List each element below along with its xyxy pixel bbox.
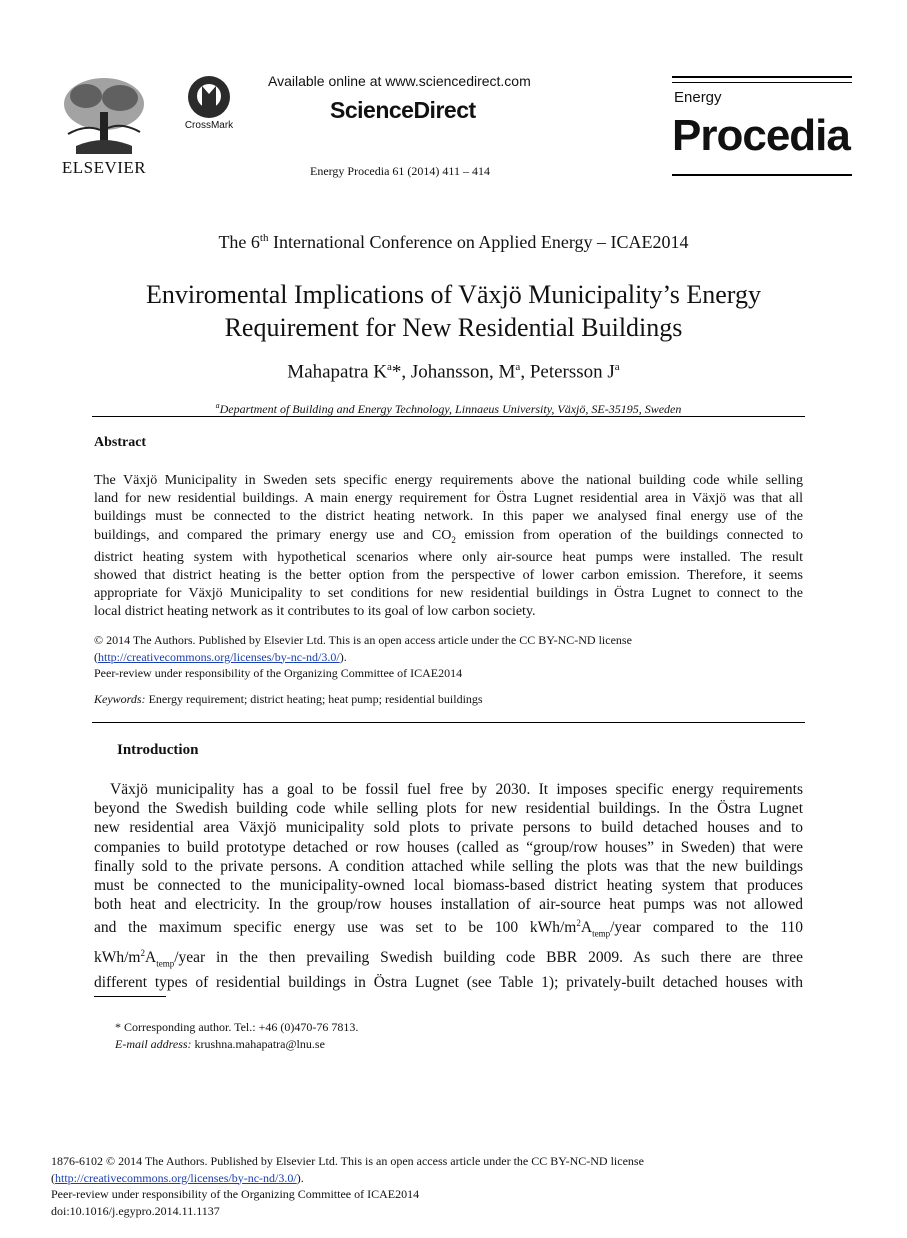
intro-line-4: companies to build prototype detached or row houses (called as “group/row houses” in Sweden) that were: [94, 838, 803, 856]
affiliation-text: Department of Building and Energy Technology, Linnaeus University, Växjö, SE-35195, Sweden: [219, 402, 682, 416]
elsevier-wordmark: ELSEVIER: [61, 158, 147, 177]
sciencedirect-wordmark[interactable]: ScienceDirect: [330, 97, 476, 123]
author-3: Petersson J: [529, 361, 615, 383]
intro-line-10: different types of residential buildings in Östra Lugnet (see Table 1); privately-built detached houses with: [94, 974, 803, 992]
abstract-body: [94, 472, 803, 621]
intro-line-8-sub: temp: [592, 928, 611, 939]
email-address[interactable]: krushna.mahapatra@lnu.se: [191, 1037, 325, 1051]
page-footer: [51, 1153, 871, 1219]
intro-line-8-c: /year compared to the 110: [610, 919, 803, 937]
abstract-line-5: district heating system with hypothetical scenarios where only air-source heat pumps were installed. The result: [94, 549, 803, 565]
intro-line-8-a: and the maximum specific energy use was set to be 100 kWh/m: [94, 919, 577, 937]
license-block: [94, 632, 803, 682]
energy-procedia-logo: [672, 74, 852, 178]
license-paren-close: ).: [339, 649, 347, 664]
elsevier-logo: [56, 74, 152, 176]
abstract-line-8: local district heating network as it contributes to its goal of low carbon society.: [94, 604, 536, 620]
intro-line-9: [94, 944, 803, 973]
intro-line-1: Växjö municipality has a goal to be fossil fuel free by 2030. It imposes specific energy requirements: [110, 781, 803, 798]
peer-review-line: Peer-review under responsibility of the Organizing Committee of ICAE2014: [94, 666, 463, 680]
logo-rule-top-1: [672, 76, 852, 78]
intro-line-2: beyond the Swedish building code while selling plots for new residential buildings. In the Östra Lugnet: [94, 800, 803, 818]
journal-reference: Energy Procedia 61 (2014) 411 – 414: [310, 164, 490, 178]
corresponding-author: * Corresponding author. Tel.: +46 (0)470-76 7813.: [115, 1020, 359, 1034]
affiliation-sup: a: [215, 401, 220, 410]
email-label: E-mail address:: [115, 1037, 192, 1051]
author-1-affil: a: [387, 361, 392, 373]
abstract-line-7: appropriate for Växjö Municipality to set conditions for new residential buildings in Östra Lugnet to connect to the: [94, 586, 803, 602]
conference-pre: The 6: [218, 232, 260, 252]
footer-license-link[interactable]: http://creativecommons.org/licenses/by-nc-nd/3.0/: [55, 1170, 297, 1185]
intro-line-9-b: A: [145, 949, 157, 967]
license-url-line: [94, 649, 803, 666]
author-2-affil: a: [515, 361, 521, 373]
abstract-line-4-b: emission from operation of the buildings connected to: [455, 527, 803, 543]
author-1: Mahapatra K: [287, 361, 388, 383]
title-divider: [92, 416, 805, 417]
author-2: Johansson, M: [410, 361, 516, 383]
abstract-divider: [92, 722, 805, 723]
footer-peer-review: Peer-review under responsibility of the Organizing Committee of ICAE2014: [51, 1187, 420, 1201]
intro-line-9-sup: 2: [140, 947, 145, 958]
conference-name: [0, 232, 907, 253]
intro-line-8-sup: 2: [576, 918, 581, 929]
conference-sup: th: [259, 232, 269, 244]
license-line: © 2014 The Authors. Published by Elsevier Ltd. This is an open access article under the CC BY-NC-ND license: [94, 633, 632, 647]
title-line-2: Requirement for New Residential Buildings: [224, 313, 683, 342]
abstract-line-4-a: buildings, and compared the primary energy use and CO: [94, 527, 452, 543]
footnote-divider: [94, 996, 166, 997]
procedia-word: Procedia: [672, 111, 850, 160]
elsevier-tree-icon: [56, 74, 152, 156]
intro-line-6: must be connected to the municipality-owned local biomass-based district heating system that produces: [94, 877, 803, 895]
paper-title: [0, 278, 907, 344]
co2-subscript: 2: [451, 534, 456, 545]
logo-rule-bottom: [672, 174, 852, 176]
crossmark-label: CrossMark: [184, 120, 234, 131]
author-list: [0, 361, 907, 383]
author-1-mark: *,: [391, 361, 411, 383]
license-paren-open: (: [94, 649, 98, 664]
keywords-line: [94, 692, 483, 707]
energy-word: Energy: [674, 89, 722, 106]
license-link[interactable]: http://creativecommons.org/licenses/by-nc-nd/3.0/: [98, 649, 340, 664]
intro-line-7: both heat and electricity. In the group/row houses installation of air-source heat pumps was not allowed: [94, 896, 803, 914]
abstract-line-6: showed that district heating is the better option from the perspective of lower carbon emission. Therefore, it seems: [94, 567, 803, 583]
logo-rule-top-2: [672, 82, 852, 83]
keywords-text: Energy requirement; district heating; heat pump; residential buildings: [145, 692, 483, 706]
crossmark-logo[interactable]: [180, 74, 238, 132]
intro-line-8-b: A: [580, 919, 593, 937]
abstract-heading: Abstract: [94, 435, 147, 450]
abstract-line-1: The Växjö Municipality in Sweden sets specific energy requirements above the national building code while selling: [94, 473, 803, 488]
crossmark-icon: [186, 74, 232, 120]
intro-line-3: new residential area Växjö municipality sold plots to private persons to build detached houses and to: [94, 819, 803, 837]
footer-url-line: [51, 1170, 871, 1187]
conference-post: International Conference on Applied Energy – ICAE2014: [268, 232, 689, 252]
intro-line-9-sub: temp: [156, 958, 175, 969]
introduction-body: [94, 780, 803, 993]
intro-line-5: finally sold to the private persons. A condition attached while selling the plots was that the new buildings: [94, 857, 803, 875]
author-2-mark: ,: [520, 361, 530, 383]
footer-paren-close: ).: [296, 1170, 304, 1185]
author-3-affil: a: [614, 361, 620, 373]
introduction-heading: Introduction: [117, 742, 199, 758]
affiliation: [0, 401, 897, 417]
footer-license-line: 1876-6102 © 2014 The Authors. Published by Elsevier Ltd. This is an open access article under the CC BY-NC-ND license: [51, 1154, 644, 1168]
footer-doi[interactable]: doi:10.1016/j.egypro.2014.11.1137: [51, 1203, 220, 1218]
footer-paren-open: (: [51, 1170, 55, 1185]
intro-line-9-a: kWh/m: [94, 949, 141, 967]
title-line-1: Enviromental Implications of Växjö Municipality’s Energy: [146, 280, 761, 309]
abstract-line-2: land for new residential buildings. A main energy requirement for Östra Lugnet residential area in Växjö was that all: [94, 491, 803, 507]
footnote: [115, 1019, 358, 1053]
intro-line-8: [94, 914, 803, 943]
abstract-line-4: [94, 527, 803, 549]
intro-line-9-c: /year in the then prevailing Swedish building code BBR 2009. As such there are three: [174, 949, 803, 967]
email-line: [115, 1036, 358, 1053]
keywords-label: Keywords:: [94, 692, 146, 706]
available-online-text: Available online at www.sciencedirect.com: [268, 73, 531, 89]
abstract-line-3: buildings must be connected to the district heating network. In this paper we analysed final energy use of the: [94, 509, 803, 525]
